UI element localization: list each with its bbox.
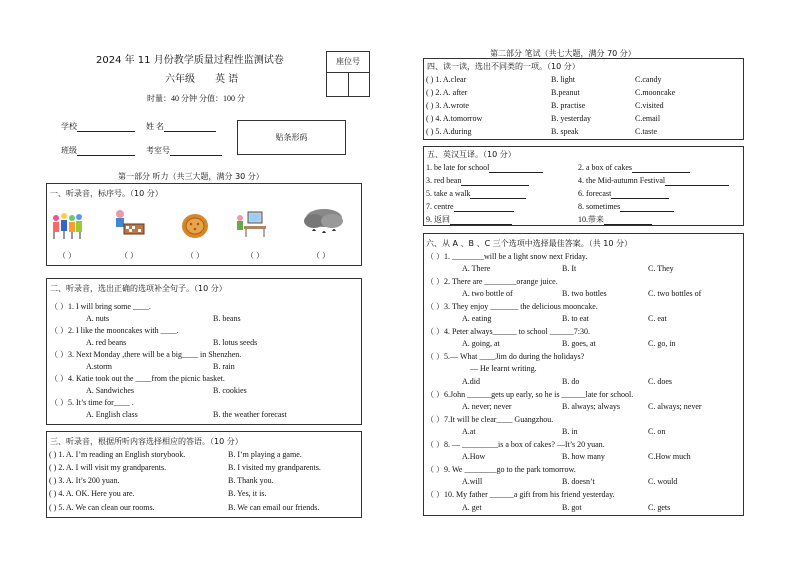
s6-q6-b[interactable]: B. always; always: [562, 402, 620, 411]
time-score: 时量：40 分钟 分值：100 分: [147, 94, 245, 103]
seat-label: 座位号: [327, 52, 369, 73]
s5-item-4[interactable]: 4. the Mid-autumn Festival: [578, 175, 729, 186]
children-group-icon: [50, 210, 84, 240]
s5-item-3[interactable]: 3. red bean: [426, 175, 529, 186]
s1-bracket-4[interactable]: （ ）: [246, 251, 264, 260]
s6-q5-b[interactable]: B. do: [562, 377, 580, 386]
s6-q2-a[interactable]: A. two bottle of: [462, 289, 513, 298]
s6-q9-b[interactable]: B. doesn’t: [562, 477, 595, 486]
s4-q5: ( ) 5. A.during: [426, 127, 472, 136]
s2-title: 二、听录音，选出正确的选项补全句子。（10 分）: [50, 284, 227, 293]
class-field[interactable]: 班级: [61, 145, 135, 156]
s2-q2: （ ）2. I like the mooncakes with ____.: [50, 326, 179, 335]
s6-q9-a[interactable]: A.will: [462, 477, 483, 486]
exam-room-field[interactable]: 考室号: [146, 145, 222, 156]
s6-q10-c[interactable]: C. gets: [648, 503, 671, 512]
s4-q4-b[interactable]: B. yesterday: [551, 114, 591, 123]
s6-q3-c[interactable]: C. eat: [648, 314, 667, 323]
s5-item-2[interactable]: 2. a box of cakes: [578, 162, 690, 173]
s6-q10: （ ）10. My father ______a gift from his friend yesterday.: [426, 490, 615, 499]
s4-q4-c[interactable]: C.email: [635, 114, 661, 123]
s6-q2-b[interactable]: B. two bottles: [562, 289, 607, 298]
s4-q5-c[interactable]: C.taste: [635, 127, 657, 136]
s2-q4-a[interactable]: A. Sandwiches: [86, 386, 134, 395]
s3-q2-b[interactable]: B. I visited my grandparents.: [228, 463, 321, 472]
s4-q3-c[interactable]: C.visited: [635, 101, 664, 110]
s6-q10-a[interactable]: A. get: [462, 503, 482, 512]
s5-item-9[interactable]: 9. 返回: [426, 214, 512, 225]
s6-q6-a[interactable]: A. never; never: [462, 402, 512, 411]
s6-q1-b[interactable]: B. It: [562, 264, 577, 273]
s1-bracket-5[interactable]: （ ）: [312, 251, 330, 260]
s6-q5: （ ）5.— What ____Jim do during the holidays?: [426, 352, 585, 361]
s6-q3-b[interactable]: B. to eat: [562, 314, 589, 323]
s4-q2: ( ) 2. A. after: [426, 88, 468, 97]
s3-q5-a[interactable]: ( ) 5. A. We can clean our rooms.: [49, 503, 155, 512]
s6-q7-a[interactable]: A.at: [462, 427, 476, 436]
s6-q8-a[interactable]: A.How: [462, 452, 486, 461]
s2-q5-b[interactable]: B. the weather forecast: [213, 410, 287, 419]
s6-q7-b[interactable]: B. in: [562, 427, 578, 436]
name-field[interactable]: 姓 名: [146, 121, 216, 132]
s3-q2-a[interactable]: ( ) 2. A. I will visit my grandparents.: [49, 463, 167, 472]
s6-q5-c[interactable]: C. does: [648, 377, 672, 386]
s6-q6-c[interactable]: C. always; never: [648, 402, 702, 411]
s3-q4-b[interactable]: B. Yes, it is.: [228, 489, 267, 498]
s2-q1-a[interactable]: A. nuts: [86, 314, 110, 323]
s4-q3-b[interactable]: B. practise: [551, 101, 586, 110]
s5-title: 五、英汉互译。（10 分）: [427, 150, 516, 159]
computer-desk-icon: [234, 208, 268, 238]
s2-q5-a[interactable]: A. English class: [86, 410, 138, 419]
grade-label: 六年级: [165, 74, 195, 85]
s5-item-8[interactable]: 8. sometimes: [578, 201, 674, 212]
s2-q3: （ ）3. Next Monday ,there will be a big____ in Shenzhen.: [50, 350, 242, 359]
s3-title: 三、听录音，根据所听内容选择相应的答语。（10 分）: [50, 437, 243, 446]
s6-q3: （ ）3. They enjoy _______ the delicious mooncake.: [426, 302, 598, 311]
s3-q1-b[interactable]: B. I’m playing a game.: [228, 450, 302, 459]
s6-q9-c[interactable]: C. would: [648, 477, 678, 486]
s1-bracket-3[interactable]: （ ）: [186, 251, 204, 260]
s6-q1-a[interactable]: A. There: [462, 264, 491, 273]
s6-q5-answer: — He learnt writing.: [470, 364, 537, 373]
school-field[interactable]: 学校: [61, 121, 135, 132]
s5-item-10[interactable]: 10.带来: [578, 214, 652, 225]
s6-q3-a[interactable]: A. eating: [462, 314, 492, 323]
s3-q4-a[interactable]: ( ) 4. A. OK. Here you are.: [49, 489, 135, 498]
s6-q2-c[interactable]: C. two bottles of: [648, 289, 702, 298]
s6-q7: （ ）7.It will be clear____ Guangzhou.: [426, 415, 554, 424]
s3-q1-a[interactable]: ( ) 1. A. I’m reading an English storybook.: [49, 450, 186, 459]
s1-bracket-2[interactable]: （ ）: [120, 251, 138, 260]
s6-q5-a[interactable]: A.did: [462, 377, 480, 386]
exam-title: 2024 年 11 月份教学质量过程性监测试卷: [96, 55, 284, 66]
boy-playing-chess-icon: [112, 208, 146, 238]
s4-q2-b[interactable]: B.peanut: [551, 88, 580, 97]
s4-q1-b[interactable]: B. light: [551, 75, 576, 84]
s2-q4-b[interactable]: B. cookies: [213, 386, 247, 395]
s6-q8: （ ）8. — _________is a box of cakes? —It’s 20 yuan.: [426, 440, 605, 449]
seat-number-box: [326, 51, 370, 97]
s6-q1: （ ）1. ________will be a light snow next Friday.: [426, 252, 588, 261]
part2-title: 第二部分 笔试（共七大题，满分 70 分）: [490, 49, 636, 58]
s4-q3: ( ) 3. A.wrote: [426, 101, 469, 110]
s2-q2-a[interactable]: A. red beans: [86, 338, 127, 347]
s6-q1-c[interactable]: C. They: [648, 264, 674, 273]
s3-q3-b[interactable]: B. Thank you.: [228, 476, 274, 485]
s5-item-5[interactable]: 5. take a walk: [426, 188, 526, 199]
s4-q1: ( ) 1. A.clear: [426, 75, 467, 84]
s6-q4-a[interactable]: A. going, at: [462, 339, 500, 348]
s5-item-1[interactable]: 1. be late for school: [426, 162, 543, 173]
subject-label: 英 语: [215, 74, 239, 85]
s2-q1-b[interactable]: B. beans: [213, 314, 241, 323]
s6-q10-b[interactable]: B. got: [562, 503, 582, 512]
s6-q6: （ ）6.John ______gets up early, so he is ______late for school.: [426, 390, 634, 399]
s1-title: 一、听录音，标序号。（10 分）: [50, 189, 163, 198]
s2-q2-b[interactable]: B. lotus seeds: [213, 338, 258, 347]
s4-q5-b[interactable]: B. speak: [551, 127, 579, 136]
s4-q4: ( ) 4. A.tomorrow: [426, 114, 483, 123]
s2-q1: （ ）1. I will bring some ____.: [50, 302, 151, 311]
s1-bracket-1[interactable]: （ ）: [58, 251, 76, 260]
s6-q4: （ ）4. Peter always______ to school ______7:30.: [426, 327, 590, 336]
s6-title: 六、从 A 、B 、C 三个选项中选择最佳答案。（共 10 分）: [426, 239, 632, 248]
s6-q9: （ ）9. We ________go to the park tomorrow.: [426, 465, 576, 474]
s2-q5: （ ）5. It’s time for____ .: [50, 398, 134, 407]
s6-q4-b[interactable]: B. goes, at: [562, 339, 596, 348]
s5-item-6[interactable]: 6. forecast: [578, 188, 669, 199]
s5-item-7[interactable]: 7. centre: [426, 201, 514, 212]
s4-q2-c[interactable]: C.mooncake: [635, 88, 676, 97]
mooncake-icon: [178, 210, 212, 240]
s6-q4-c[interactable]: C. go, in: [648, 339, 676, 348]
s2-q4: （ ）4. Katie took out the ____from the picnic basket.: [50, 374, 225, 383]
rain-cloud-icon: [300, 206, 346, 240]
s4-q1-c[interactable]: C.candy: [635, 75, 662, 84]
s2-q3-b[interactable]: B. rain: [213, 362, 235, 371]
s4-title: 四、读一读，选出不同类的一项。（10 分）: [427, 62, 580, 71]
s3-q3-a[interactable]: ( ) 3. A. It’s 200 yuan.: [49, 476, 120, 485]
s6-q8-c[interactable]: C.How much: [648, 452, 691, 461]
s6-q7-c[interactable]: C. on: [648, 427, 666, 436]
barcode-box: 贴条形码: [237, 120, 346, 155]
s3-q5-b[interactable]: B. We can email our friends.: [228, 503, 320, 512]
s2-q3-a[interactable]: A.storm: [86, 362, 112, 371]
part1-title: 第一部分 听力（共三大题，满分 30 分）: [118, 172, 264, 181]
s6-q2: （ ）2. There are ________orange juice.: [426, 277, 558, 286]
s6-q8-b[interactable]: B. how many: [562, 452, 605, 461]
